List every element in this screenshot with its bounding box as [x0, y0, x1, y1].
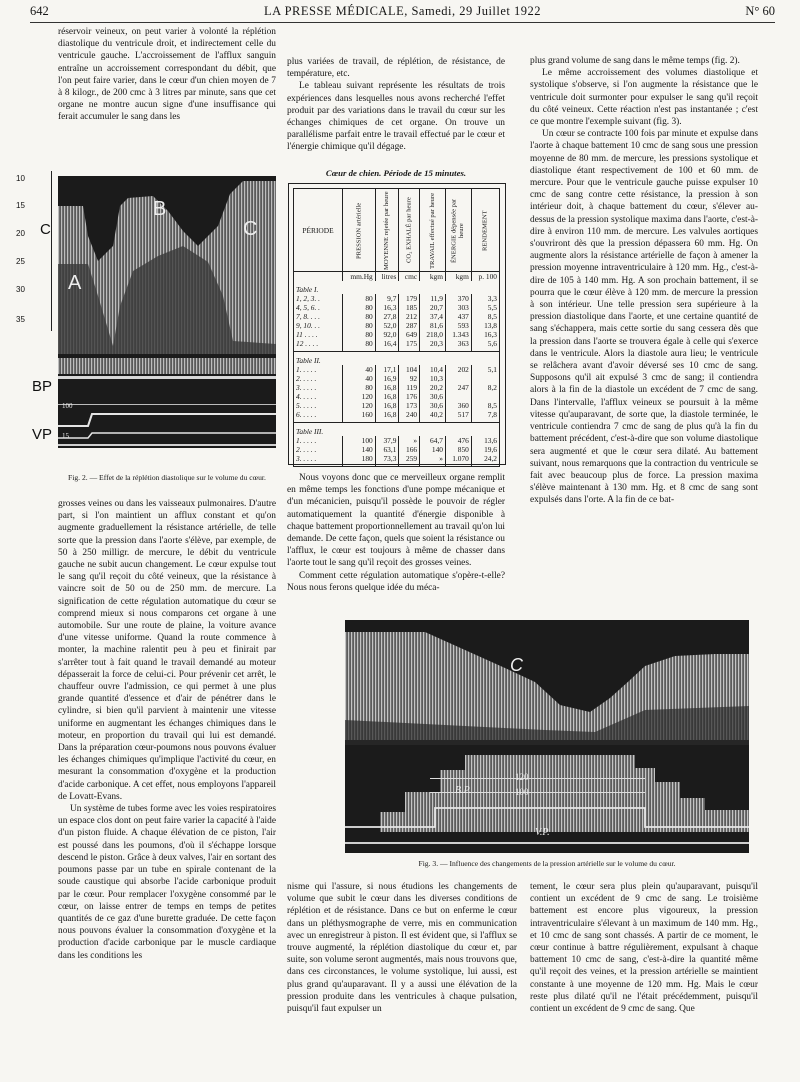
table-cell: 3,3 5,5 8,5 13,8 16,3 5,6 — [471, 294, 499, 352]
unit-cell — [294, 272, 343, 282]
table-cell: 10,4 10,3 20,2 30,6 30,6 40,2 — [420, 365, 446, 423]
col-header: PRESSION artérielle — [343, 189, 376, 272]
figure-2-tracing — [58, 176, 276, 448]
col-header: ÉNERGIE dépensée par heure — [445, 189, 471, 272]
column-2-middle — [287, 472, 505, 594]
issue-number: N° 60 — [745, 4, 775, 18]
paragraph: plus grand volume de sang dans le même temps (fig. 2). — [530, 56, 740, 66]
paragraph: Comment cette régulation automatique s'opère-t-elle? Nous nous ferons quelque idée du méca- — [287, 570, 505, 593]
column-3-top — [530, 55, 758, 507]
fig2-inner-label-15: 15 — [62, 432, 69, 440]
table-cell: » 166 259 — [399, 436, 420, 467]
table-cell: 202 247 360 517 — [445, 365, 471, 423]
col-header: RENDEMENT — [471, 189, 499, 272]
table-cell: 64,7 140 » — [420, 436, 446, 467]
unit-cell: mm.Hg — [343, 272, 376, 282]
paragraph: grosses veines ou dans les vaisseaux pulmonaires. D'autre part, si l'on maintient un afflux constant et qu'on augmente graduellement la résistance artérielle, de telle sorte que la pression dans l'aorte s'élève, par exemple, de 50 à 250 milligr. de mercure, le débit du ventricule gauche ne subit aucun changement. Le cœur expulse tout le sang qu'il reçoit du côté veineux, que la résistance à vaincre soit de 50 ou de 250 mm. de mercure. La signification de cette régulation automatique du cœur se comprend mieux si nous comparons cet organe à une automobile. Sur une route de plaine, la voiture avance d'une vitesse uniforme. Quand la route commence à monter, la machine ralentit peu à peu et finirait par s'arrêter tout à fait quand le travail demandé au moteur dépasserait la force de celui-ci. Pour prévenir cet arrêt, le chauffeur ouvre l'admission, ce qui permet à une plus grande quantité d'essence et d'air de pénétrer dans le cylindre, si bien qu'il parvient à maintenir une vitesse uniforme en augmentant les échanges chimiques dans le moteur, en proportion du travail qui lui est demandé. Dans la préparation cœur-poumons nous pouvons évaluer les échanges chimiques qu'implique l'activité du cœur, en mesurant la consommation d'oxygène et la production d'acide carbonique. A cet effet, nous employons l'appareil de Lovatt-Evans. — [58, 499, 276, 802]
table-group-title: Table II. — [294, 352, 500, 366]
col-header: PÉRIODE — [294, 189, 343, 272]
fig2-curve-label-a: A — [68, 272, 82, 294]
table-cell: 370 303 437 593 1.343 363 — [445, 294, 471, 352]
table-group-rows — [294, 365, 500, 423]
journal-title: LA PRESSE MÉDICALE, Samedi, 29 Juillet 1922 — [263, 4, 542, 18]
paragraph: nisme qui l'assure, si nous étudions les changements de volume que subit le cœur dans les diverses conditions de réplétion et de résistance. Dans ce but on enferme le cœur dans un pléthysmographe de verre, mis en communication avec un enregistreur à piston. Il est évident que, si l'afflux se trouve augmenté, la réplétion diastolique du cœur et, par suite, son volume seront augmentés, mais nous trouvons que, dans ces circonstances, le volume systolique, lui aussi, est plus grand qu'auparavant. Il y a aussi une élévation de la pression produite dans les ventricules à chaque pulsation, puisqu'il faut expulser un — [287, 882, 517, 1015]
fig3-label-c: C — [510, 655, 523, 675]
scale-tick-label: 30 — [16, 285, 25, 294]
col-header: TRAVAIL effectué par heure — [420, 189, 446, 272]
table-cell: 104 92 119 176 173 240 — [399, 365, 420, 423]
table-header-row — [294, 189, 500, 272]
scale-tick-label: 10 — [16, 174, 25, 183]
table-cell: 17,1 16,9 16,8 16,8 16,8 16,8 — [375, 365, 399, 423]
paragraph: Un cœur se contracte 100 fois par minute et expulse dans l'aorte à chaque battement 10 cmc de sang sous une pression moyenne de 80 mm. de mercure, les pressions systolique et diastolique étant respectivement de 100 et 60 mm. de mercure. Pour que le ventricule gauche puisse expulser 10 cmc de sang contre cette résistance, la pression à son intérieur doit, à chaque battement du cœur, s'élever au-dessus de la pression systolique maxima dans l'aorte, c'est-à-dire à environ 110 mm. de mercure. Les valvules aortiques s'ouvriront dès que la pression dépassera 60 mm. Hg. On augmente alors la résistance artérielle de façon à amener la pression moyenne intraventriculaire à 120 mm. Hg., c'est-à-dire de 105 à 140 mm. Hg. A son prochain battement, il se pourra que le cœur élève à 120 mm. de mercure la pression à son intérieur. Une telle pression sera supérieure à la pression diastolique dans l'aorte, et une certaine quantité de sang s'échappera, mais cette sortie du sang cessera dès que la pression dans l'aorte se trouvera égale à celle qui s'exerce dans le ventricule. Alors la diastole aura lieu; le ventricule se relâchera avant d'avoir déversé ses 10 cmc de sang. Supposons qu'il ait expulsé 3 cmc de sang; il contiendra alors à la fin de la diastole un excédent de 7 cmc de sang. Dans l'intervalle, l'afflux veineux se poursuit à la même vitesse qu'auparavant, de sorte que, la diastole terminée, le ventricule contiendra 7 cmc de sang de plus qu'à la fin du battement précédent, c'est-à-dire que son volume diastolique sera augmenté et que le cœur sera dilaté. Au battement suivant, nous remarquons que la contraction du ventricule se fait avec beaucoup plus de force. La pression maxima s'élève maintenant à 130 mm. Hg. et 8 cmc de sang sont expulsés dans l'orte. A la fin de ce bat- — [530, 129, 758, 506]
table-cell: 476 850 1.070 — [445, 436, 471, 467]
figure-2-image — [58, 176, 276, 448]
figure-3-tracing — [345, 620, 749, 853]
column-1-top — [58, 26, 276, 124]
header-rule — [30, 22, 775, 23]
column-3-bottom — [530, 881, 758, 1015]
unit-cell: litres — [375, 272, 399, 282]
fig2-label-bp: BP — [32, 378, 53, 395]
table-group-rows — [294, 294, 500, 352]
fig3-label-100: 100 — [515, 787, 529, 797]
fig3-label-bp: B.P. — [455, 785, 471, 796]
scale-axis — [51, 171, 52, 331]
table-cell: 40 40 80 120 120 160 — [343, 365, 376, 423]
table-group-title: Table III. — [294, 423, 500, 437]
paragraph: réservoir veineux, on peut varier à volonté la réplétion diastolique du ventricule droit, et indirectement celle du ventricule gauche. L'accroissement de l'afflux sanguin entraîne un accroissement correspondant du débit, que l'on peut faire varier, dans le cœur d'un chien moyen de 7 à 8 kilogr., de 200 cmc à 3 litres par minute, sans que cet organe ne montre aucun signe d'une insuffisance qui ferait accumuler le sang dans les — [58, 27, 276, 123]
unit-cell: cmc — [399, 272, 420, 282]
table-cell: 9,7 16,3 27,8 52,0 92,0 16,4 — [375, 294, 399, 352]
table-cell: 11,9 20,7 37,4 81,6 218,0 20,3 — [420, 294, 446, 352]
scale-tick-label: 25 — [16, 257, 25, 266]
table-cell: 1. . . . . 2. . . . . 3. . . . . — [294, 436, 343, 467]
figure-3-image — [345, 620, 749, 853]
data-table — [293, 188, 500, 467]
scale-tick-label: 15 — [16, 201, 25, 210]
paragraph: plus variées de travail, de réplétion, de résistance, de température, etc. — [287, 57, 505, 80]
page-number: 642 — [30, 4, 49, 18]
table-title: Cœur de chien. Période de 15 minutes. — [325, 168, 467, 178]
paragraph: Un système de tubes forme avec les voies respiratoires un espace clos dont on peut faire varier la capacité à l'aide d'un piston fluide. A chaque élévation de ce piston, l'air est poussé dans les poumons, d'où il s'échappe lorsque descend le piston. Grâce à deux valves, l'air en sortant des poumons passe par un tube en spirale contenant de la soude caustique qui absorbe l'acide carbonique produit par le cœur. Pour remplacer l'oxygène consommé par le cœur, on laisse entrer de temps en temps de petites quantités de ce gaz d'une burette graduée. De cette façon nous pouvons évaluer la consommation d'oxygène et la production d'acide carbonique par le muscle cardiaque dans les conditions les — [58, 804, 276, 961]
column-2-top — [287, 56, 505, 154]
paragraph: tement, le cœur sera plus plein qu'auparavant, puisqu'il contient un excédent de 9 cmc de sang. Le troisième battement est encore plus vigoureux, la pression intraventriculaire s'élevant à un maximum de 140 mm. Hg., et 10 cmc de sang sont chassés. A partir de ce moment, le cœur continue à battre régulièrement, expulsant à chaque battement 10 cmc de sang, c'est-à-dire la quantité même qu'il reçoit des veines, et la pression artérielle se maintient constante à une moyenne de 120 mm. Hg. Mais le cœur reste plus dilaté qu'il ne l'était précédemment, puisqu'il contient un excédent de 9 cmc de sang. Que — [530, 882, 758, 1015]
unit-cell: kgm — [445, 272, 471, 282]
column-1-bottom — [58, 498, 276, 962]
fig2-side-scale — [6, 171, 58, 456]
fig2-curve-label-b: B — [153, 198, 167, 220]
unit-cell: p. 100 — [471, 272, 499, 282]
column-2-bottom — [287, 881, 517, 1015]
col-header: MOYENNE rejetée par heure — [375, 189, 399, 272]
table-units-row — [294, 272, 500, 282]
fig2-curve-label-c: C — [243, 218, 258, 240]
table-group-title: Table I. — [294, 281, 500, 294]
page-header — [30, 4, 775, 22]
table-cell: 80 80 80 80 80 80 — [343, 294, 376, 352]
table-cell: 1, 2, 3. . 4, 5, 6. . 7, 8. . . . 9, 10. . . 11 . . . . 12 . . . . — [294, 294, 343, 352]
table-group-rows — [294, 436, 500, 467]
fig3-label-120: 120 — [515, 772, 529, 782]
table-cell: 1. . . . . 2. . . . . 3. . . . . 4. . . . . 5. . . . . 6. . . . . — [294, 365, 343, 423]
table-cell: 100 140 180 — [343, 436, 376, 467]
unit-cell: kgm — [420, 272, 446, 282]
table-cell: 37,9 63,1 73,3 — [375, 436, 399, 467]
figure-2-caption: Fig. 2. — Effet de la réplétion diastolique sur le volume du cœur. — [68, 473, 266, 482]
paragraph: Le tableau suivant représente les résultats de trois expériences dans lesquelles nous avons recherché l'effet produit par des variations dans le travail du cœur sur les échanges chimiques de cet organe. On trouve un parallélisme parfait entre le travail effectué par le cœur et l'énergie chimique qu'il dégage. — [287, 81, 505, 153]
figure-3-caption: Fig. 3. — Influence des changements de la pression artérielle sur le volume du cœur. — [418, 859, 676, 868]
fig2-inner-label-100: 100 — [62, 402, 73, 410]
fig3-label-vp: V.P. — [535, 827, 550, 838]
paragraph: Nous voyons donc que ce merveilleux organe remplit en même temps les fonctions d'une pompe mécanique et d'un mécanicien, puisqu'il possède le pouvoir de régler automatiquement la quantité d'énergie disponible à chaque battement proportionnellement au travail qu'on lui demande. De cette façon, quels que soient la résistance ou l'afflux, le cœur est toujours à même de chasser dans l'aorte tout le sang qu'il reçoit des grosses veines. — [287, 473, 505, 569]
paragraph: Le même accroissement des volumes diastolique et systolique s'observe, si l'on augmente la résistance que le ventricule doit surmonter pour expulser le sang qu'il reçoit du côté veineux. Cette réaction n'est pas instantanée ; c'est ce que montre l'exemple suivant (fig. 3). — [530, 68, 758, 128]
table-cell: 179 185 212 287 649 175 — [399, 294, 420, 352]
scale-tick-label: 35 — [16, 315, 25, 324]
col-header: CO₂ EXHALÉ par heure — [399, 189, 420, 272]
scale-tick-label: 20 — [16, 229, 25, 238]
fig2-label-c: C — [40, 221, 51, 238]
fig2-label-vp: VP — [32, 426, 53, 443]
table-cell: 5,1 8,2 8,5 7,8 — [471, 365, 499, 423]
table-cell: 13,6 19,6 24,2 — [471, 436, 499, 467]
